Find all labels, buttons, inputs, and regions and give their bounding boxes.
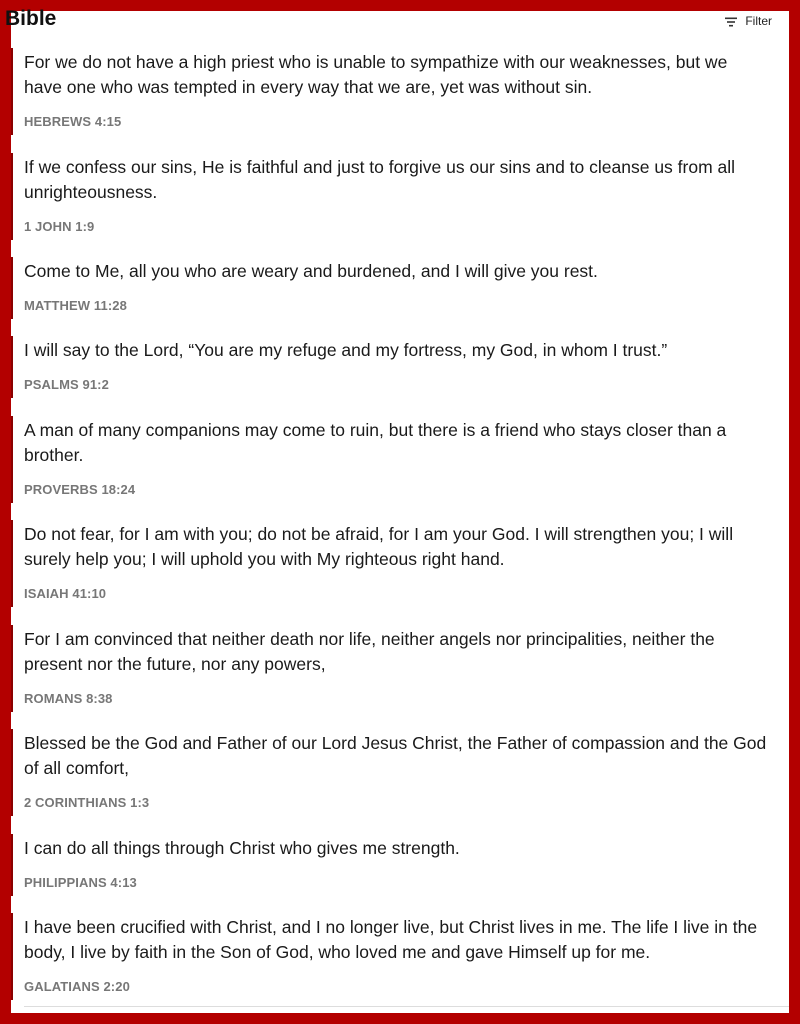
verse-accent-bar [11,153,13,240]
verse-accent-bar [11,336,13,398]
verse-reference: 1 JOHN 1:9 [24,218,95,234]
verse-accent-bar [11,416,13,503]
list-bottom-divider [24,1006,789,1007]
verse-text: I will say to the Lord, “You are my refuge and my fortress, my God, in whom I trust.” [24,340,668,361]
verse-item[interactable] [11,520,789,625]
app-window [5,7,789,1013]
verse-reference: MATTHEW 11:28 [24,298,127,314]
verse-accent-bar [11,257,13,319]
verse-accent-bar [11,729,13,816]
verse-item[interactable] [11,416,789,521]
verse-text: I have been crucified with Christ, and I no longer live, but Christ lives in me. The life I live in the body, I live by faith in the Son of God, who loved me and gave Himself up for me. [24,917,758,963]
verse-item[interactable] [11,48,789,153]
filter-label: Filter [745,14,772,28]
verse-reference: PROVERBS 18:24 [24,481,136,497]
verse-reference: PHILIPPIANS 4:13 [24,874,137,890]
verse-list [11,48,789,1018]
verse-item[interactable] [11,834,789,913]
verse-accent-bar [11,834,13,896]
verse-reference: ROMANS 8:38 [24,690,113,706]
verse-text: For we do not have a high priest who is unable to sympathize with our weaknesses, but we have one who was tempted in every way that we are, yet was without sin. [24,52,728,97]
verse-text: If we confess our sins, He is faithful and just to forgive us our sins and to cleanse us from all unrighteousness. [24,156,736,202]
header [5,7,789,45]
verse-text: For I am convinced that neither death nor life, neither angels nor principalities, neither the present nor the future, nor any powers, [24,628,715,674]
verse-reference: PSALMS 91:2 [24,377,109,393]
verse-item[interactable] [11,913,789,1018]
verse-accent-bar [11,913,13,1000]
filter-button[interactable] [724,11,772,31]
verse-item[interactable] [11,729,789,834]
verse-text: Blessed be the God and Father of our Lord Jesus Christ, the Father of compassion and the God of all comfort, [24,733,767,779]
verse-item[interactable] [11,336,789,415]
verse-text: I can do all things through Christ who gives me strength. [24,837,460,858]
verse-reference: GALATIANS 2:20 [24,979,130,995]
verse-reference: HEBREWS 4:15 [24,114,122,129]
filter-icon [724,15,738,27]
page-title: Bible [5,7,57,30]
verse-reference: 2 CORINTHIANS 1:3 [24,795,150,811]
verse-accent-bar [11,520,13,607]
verse-accent-bar [11,625,13,712]
verse-text: Do not fear, for I am with you; do not be afraid, for I am your God. I will strengthen you; I will surely help you; I will uphold you with My righteous right hand. [24,524,734,570]
verse-accent-bar [11,48,13,135]
verse-text: Come to Me, all you who are weary and burdened, and I will give you rest. [24,261,598,282]
verse-item[interactable] [11,257,789,336]
verse-text: A man of many companions may come to ruin, but there is a friend who stays closer than a brother. [24,419,727,465]
verse-item[interactable] [11,625,789,730]
verse-reference: ISAIAH 41:10 [24,586,107,602]
verse-item[interactable] [11,153,789,258]
